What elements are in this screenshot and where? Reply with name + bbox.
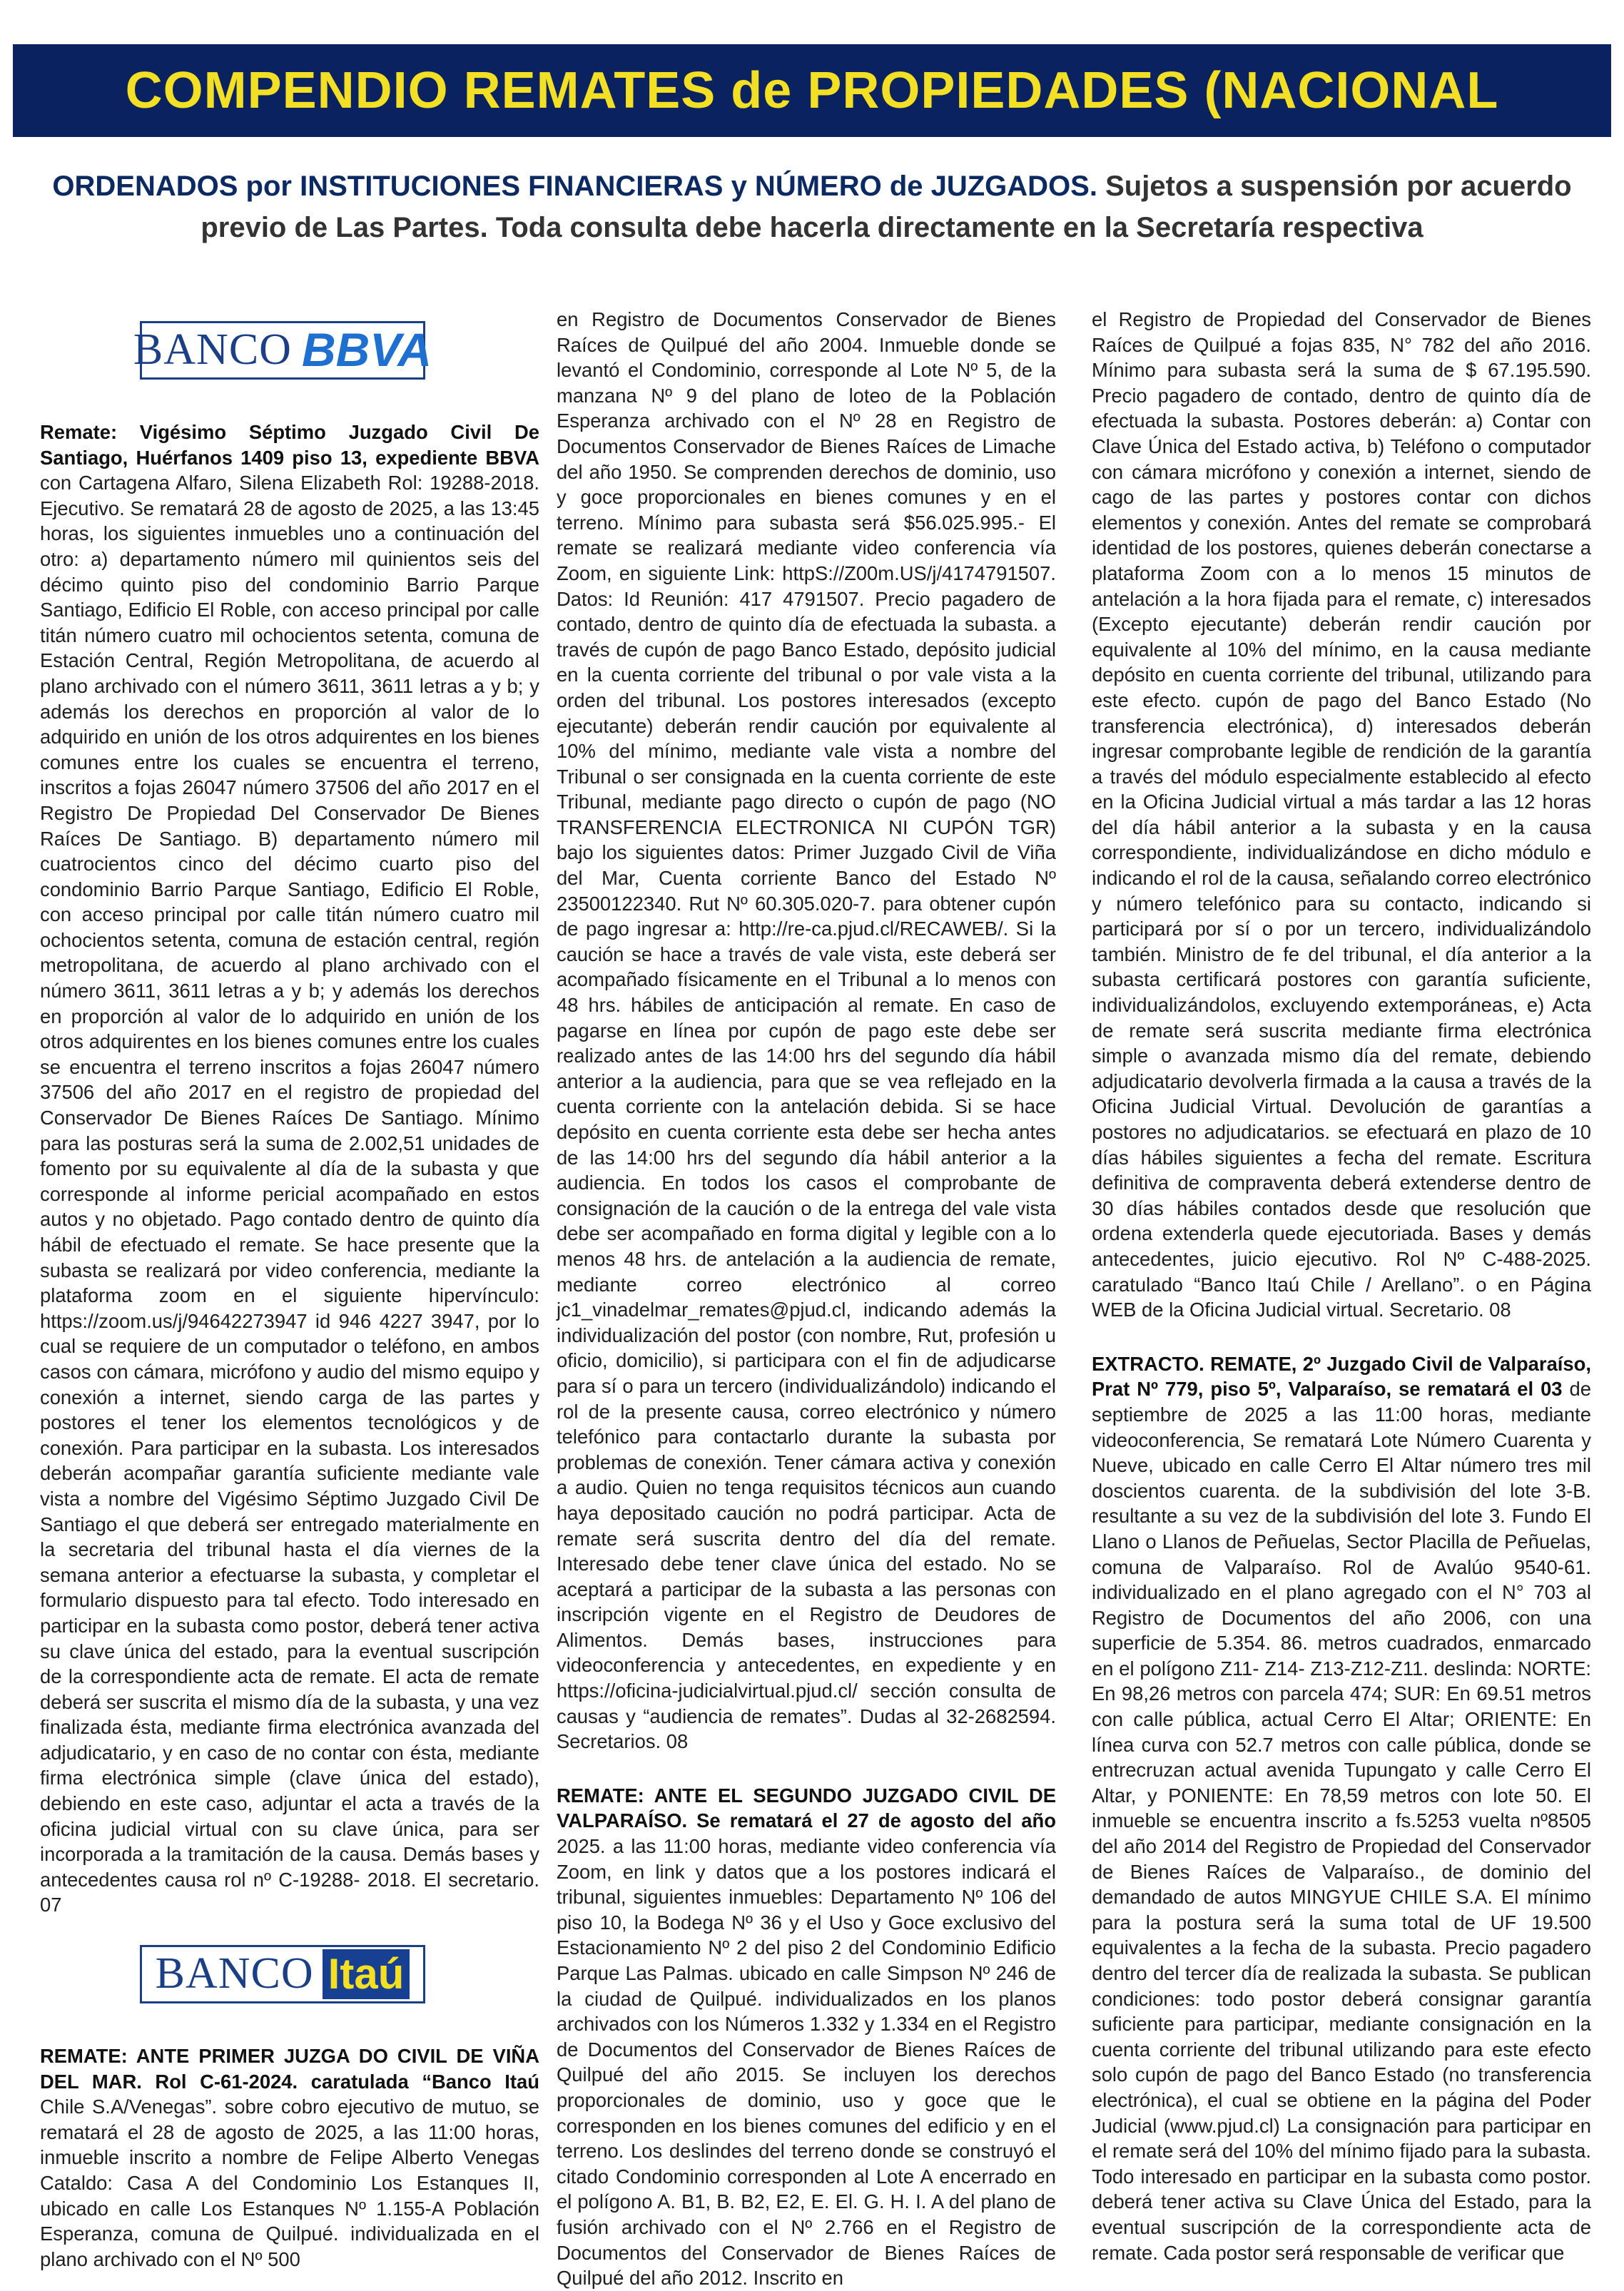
- banco-itau-logo: [140, 1945, 425, 2003]
- notice-1-body: con Cartagena Alfaro, Silena Elizabeth Rol: 19288-2018. Ejecutivo. Se rematará 28 de agosto de 2025, a las 13:45 horas, los siguientes inmuebles uno a continuación del otro: a) departamento número mil quinientos seis del décimo quinto piso del condominio Barrio Parque Santiago, Edificio El Roble, con acceso principal por calle titán número cuatro mil ochocientos setenta, comuna de Estación Central, Región Metropolitana, de acuerdo al plano archivado con el número 3611, 3611 letras a y b; y además los derechos en proporción al valor de lo adquirido en unión de los otros adquirentes en los bienes comunes entre los cuales se encuentra el terreno, inscritos a fojas 26047 número 37506 del año 2017 en el Registro De Propiedad Del Conservador De Bienes Raíces De Santiago. B) departamento número mil cuatrocientos cinco del décimo cuarto piso del condominio Barrio Parque Santiago, Edificio El Roble, con acceso principal por calle titán número cuatro mil ochocientos setenta, comuna de estación central, región metropolitana, de acuerdo al plano archivado con el número 3611, 3611 letras a y b; y además los derechos en proporción al valor de lo adquirido en unión de los otros adquirentes en los bienes comunes entre los cuales se encuentra el terreno inscritos a fojas 26047 número 37506 del año 2017 en el registro de propiedad del Conservador De Bienes Raíces De Santiago. Mínimo para las posturas será la suma de 2.002,51 unidades de fomento por su equivalente al día de la subasta y que corresponde al informe pericial acompañado en estos autos y no objetado. Pago contado dentro de quinto día hábil de efectuado el remate. Se hace presente que la subasta se realizará por video conferencia, mediante la plataforma zoom en el siguiente hipervínculo: https://zoom.us/j/94642273947 id 946 4227 3947, por lo cual se requiere de un computador o teléfono, en ambos casos con cámara, micrófono y audio del mismo equipo y conexión a internet, siendo carga de las partes y postores el tener los elementos tecnológicos y de conexión. Para participar en la subasta. Los interesados deberán acompañar garantía suficiente mediante vale vista a nombre del Vigésimo Séptimo Juzgado Civil De Santiago el que deberá ser entregado materialmente en la secretaria del tribunal hasta el día viernes de la semana anterior a efectuarse la subasta, y completar el formulario dispuesto para tal efecto. Todo interesado en participar en la subasta como postor, deberá tener activa su clave única del estado, para la eventual suscripción de la correspondiente acta de remate. El acta de remate deberá ser suscrita el mismo día de la subasta, y una vez finalizada ésta, mediante firma electrónica avanzada del adjudicatario, y en caso de no contar con ésta, mediante firma electrónica simple (clave única del estado), debiendo en este caso, adjuntar el acta a través de la oficina judicial virtual con su clave única, para ser incorporada a la tramitación de la causa. Demás bases y antecedentes causa rol nº C-19288- 2018. El secretario. 07: [40, 472, 539, 1916]
- page-title: COMPENDIO REMATES de PROPIEDADES (NACIONAL: [125, 62, 1499, 119]
- logo-word: BANCO: [155, 1949, 314, 1998]
- notice-1: [40, 420, 539, 1918]
- banco-bbva-logo: [133, 321, 432, 380]
- column-2: [557, 307, 1056, 2291]
- notice-3-body: 2025. a las 11:00 horas, mediante video conferencia vía Zoom, en link y datos que a los postores indicará el tribunal, siguientes inmuebles: Departamento Nº 106 del piso 10, la Bodega Nº 36 y el Uso y Goce exclusivo del Estacionamiento Nº 2 del piso 2 del Condominio Edificio Parque Las Palmas. ubicado en calle Simpson Nº 246 de la ciudad de Quilpué. individualizados en los planos archivados con los Números 1.332 y 1.334 en el Registro de Documentos del Conservador de Bienes Raíces de Quilpué del año 2015. Se incluyen los derechos proporcionales de dominio, uso y goce que le corresponden en los bienes comunes del edificio y en el terreno. Los deslindes del terreno donde se construyó el citado Condominio corresponden al Lote A encerrado en el polígono A. B1, B. B2, E2, E. El. G. H. I. A del plano de fusión archivado con el Nº 2.766 en el Registro de Documentos del Conservador de Bienes Raíces de Quilpué del año 2012. Inscrito en: [557, 1835, 1056, 2290]
- logo-brand: BBVA: [301, 323, 432, 377]
- notice-2: [40, 2043, 539, 2272]
- subtitle-rest: Sujetos a suspensión por acuerdo previo de Las Partes. Toda consulta debe hacerla directamente en la Secretaría respectiva: [201, 171, 1572, 243]
- column-3: [1092, 307, 1591, 2265]
- notice-2-continued: en Registro de Documentos Conservador de Bienes Raíces de Quilpué del año 2004. Inmueble donde se levantó el Condominio, corresponde al Lote Nº 5, de la manzana Nº 9 del plano de loteo de la Población Esperanza archivado con el Nº 28 en Registro de Documentos Conservador de Bienes Raíces de Limache del año 1950. Se comprenden derechos de dominio, uso y goce proporcionales en bienes comunes y en el terreno. Mínimo para subasta será $56.025.995.- El remate se realizará mediante video conferencia vía Zoom, en siguiente Link: httpS://Z00m.US/j/4174791507. Datos: Id Reunión: 417 4791507. Precio pagadero de contado, dentro de quinto día de efectuada la subasta. a través de cupón de pago Banco Estado, depósito judicial en la cuenta corriente del tribunal o por vale vista a la orden del tribunal. Los postores interesados (excepto ejecutante) deberán rendir caución por equivalente al 10% del mínimo, mediante vale vista a nombre del Tribunal o ser consignada en la cuenta corriente de este Tribunal, mediante pago directo o cupón de pago (NO TRANSFERENCIA ELECTRONICA NI CUPÓN TGR) bajo los siguientes datos: Primer Juzgado Civil de Viña del Mar, Cuenta corriente Banco del Estado Nº 23500122340. Rut Nº 60.305.020-7. para obtener cupón de pago ingresar a: http://re-ca.pjud.cl/RECAWEB/. Si la caución se hace a través de vale vista, este deberá ser acompañado físicamente en el Tribunal a lo menos con 48 hrs. hábiles de anticipación al remate. En caso de pagarse en línea por cupón de pago este debe ser realizado antes de las 14:00 hrs del segundo día hábil anterior a la audiencia, para que se vea reflejado en la cuenta corriente con la antelación debida. Si se hace depósito en cuenta corriente esta debe ser hecha antes de las 14:00 hrs del segundo día hábil anterior a la audiencia. En todos los casos el comprobante de consignación de la caución o de la entrega del vale vista debe ser acompañado en forma digital y legible con a lo menos 48 hrs. de antelación a la audiencia de remate, mediante correo electrónico al correo jc1_vinadelmar_remates@pjud.cl, indicando además la individualización del postor (con nombre, Rut, profesión u oficio, domicilio), si participara con el fin de adjudicarse para sí o para un tercero (individualizándolo) indicando el rol de la presente causa, correo electrónico y número telefónico para contactarlo durante la subasta por problemas de conexión. Tener cámara activa y conexión a audio. Quien no tenga requisitos técnicos aun cuando haya depositado caución no podrá participar. Acta de remate será suscrita dentro del día del remate. Interesado debe tener clave única del estado. No se aceptará a participar de la subasta a las personas con inscripción vigente en el Registro de Deudores de Alimentos. Demás bases, instrucciones para videoconferencia y antecedentes, en expediente y en https://oficina-judicialvirtual.pjud.cl/ sección consulta de causas y “audiencia de remates”. Dudas al 32-2682594. Secretarios. 08: [557, 308, 1056, 1753]
- notice-2-heading: REMATE: ANTE PRIMER JUZGA DO CIVIL DE VIÑA DEL MAR. Rol C-61-2024. caratulada “Banco Itaú: [40, 2045, 539, 2093]
- notice-3-continued: el Registro de Propiedad del Conservador de Bienes Raíces de Quilpué a fojas 835, N° 782 del año 2016. Mínimo para subasta será la suma de $ 67.195.590. Precio pagadero de contado, dentro de quinto día de efectuada la subasta. Postores deberán: a) Contar con Clave Única del Estado activa, b) Teléfono o computador con cámara micrófono y conexión a internet, siendo de cago de las partes y postores contar con dichos elementos y conexión. Antes del remate se comprobará identidad de los postores, quienes deberán conectarse a plataforma Zoom con a lo menos 15 minutos de antelación a la hora fijada para el remate, c) interesados (Excepto ejecutante) deberán rendir caución por equivalente al 10% del mínimo, en la causa mediante depósito en cuenta corriente del tribunal, utilizando para este efecto. cupón de pago del Banco Estado (No transferencia electrónica), d) interesados deberán ingresar comprobante legible de rendición de la garantía a través del módulo especialmente establecido al efecto en la Oficina Judicial virtual a más tardar a las 12 horas del día hábil anterior a la subasta y en la causa correspondiente, individualizándose en dicho módulo e indicando el rol de la causa, señalando correo electrónico y número telefónico para su contacto, indicando si participará por sí o por un tercero, individualizándolo también. Ministro de fe del tribunal, el día anterior a la subasta certificará postores con garantía suficiente, individualizándolos, excluyendo extemporáneas, e) Acta de remate será suscrita mediante firma electrónica simple o avanzada mismo día del remate, debiendo adjudicatario devolverla firmada a la causa a través de la Oficina Judicial Virtual. Devolución de garantías a postores no adjudicatarios. se efectuará en plazo de 10 días hábiles siguientes a fecha del remate. Escritura definitiva de compraventa deberá extenderse dentro de 30 días hábiles contados desde que resolución que ordena extenderla quede ejecutoriada. Bases y demás antecedentes, juicio ejecutivo. Rol Nº C-488-2025. caratulado “Banco Itaú Chile / Arellano”. o en Página WEB de la Oficina Judicial virtual. Secretario. 08: [1092, 308, 1591, 1321]
- notice-4-heading: EXTRACTO. REMATE, 2º Juzgado Civil de Valparaíso, Prat Nº 779, piso 5º, Valparaíso, se rematará el 03: [1092, 1352, 1591, 1401]
- logo-brand: Itaú: [323, 1949, 410, 1999]
- notice-3: [557, 1783, 1056, 2291]
- notice-1-heading: Remate: Vigésimo Séptimo Juzgado Civil De Santiago, Huérfanos 1409 piso 13, expediente BBVA: [40, 421, 539, 469]
- notice-3-heading: REMATE: ANTE EL SEGUNDO JUZGADO CIVIL DE VALPARAÍSO. Se rematará el 27 de agosto del año: [557, 1784, 1056, 1832]
- notice-4: [1092, 1351, 1591, 2265]
- notice-2-body: Chile S.A/Venegas”. sobre cobro ejecutivo de mutuo, se rematará el 28 de agosto de 2025, a las 11:00 horas, inmueble inscrito a nombre de Felipe Alberto Venegas Cataldo: Casa A del Condominio Los Estanques II, ubicado en calle Los Estanques Nº 1.155-A Población Esperanza, comuna de Quilpué. individualizada en el plano archivado con el Nº 500: [40, 2096, 539, 2270]
- logo-word: BANCO: [133, 325, 292, 375]
- header-banner: [13, 44, 1611, 137]
- page-subtitle: [29, 166, 1595, 248]
- subtitle-strong: ORDENADOS por INSTITUCIONES FINANCIERAS y NÚMERO de JUZGADOS.: [52, 171, 1097, 202]
- column-1: [40, 307, 539, 2272]
- notice-4-body: de septiembre de 2025 a las 11:00 horas, mediante videoconferencia, Se rematará Lote Número Cuarenta y Nueve, ubicado en calle Cerro El Altar número tres mil doscientos cuarenta. de la subdivisión del lote 3-B. resultante a su vez de la subdivisión del lote 3. Fundo El Llano o Llanos de Peñuelas, Sector Placilla de Peñuelas, comuna de Valparaíso. Rol de Avalúo 9540-61. individualizado en el plano agregado con el N° 703 al Registro de Documentos del año 2006, con una superficie de 5.354. 86. metros cuadrados, enmarcado en el polígono Z11- Z14- Z13-Z12-Z11. deslinda: NORTE: En 98,26 metros con parcela 474; SUR: En 69.51 metros con calle pública, actual Cerro El Altar; ORIENTE: En línea curva con 52.7 metros con calle pública, donde se entrecruzan actual avenida Tupungato y calle Cerro El Altar, y PONIENTE: En 78,59 metros con lote 50. El inmueble se encuentra inscrito a fs.5253 vuelta nº8505 del año 2014 del Registro de Propiedad del Conservador de Bienes Raíces de Valparaíso., de dominio del demandado de autos MINGYUE CHILE S.A. El mínimo para la postura será la suma total de UF 19.500 equivalentes a la fecha de la subasta. Precio pagadero dentro del tercer día de realizada la subasta. Se publican condiciones: todo postor deberá consignar garantía suficiente para participar, mediante consignación en la cuenta corriente del tribunal utilizando para este efecto solo cupón de pago del Banco Estado (no transferencia electrónica), el cual se obtiene en la página del Poder Judicial (www.pjud.cl) La consignación para participar en el remate será del 10% del mínimo fijado para la subasta. Todo interesado en participar en la subasta como postor. deberá tener activa su Clave Única del Estado, para la eventual suscripción de la correspondiente acta de remate. Cada postor será responsable de verificar que: [1092, 1378, 1591, 2264]
